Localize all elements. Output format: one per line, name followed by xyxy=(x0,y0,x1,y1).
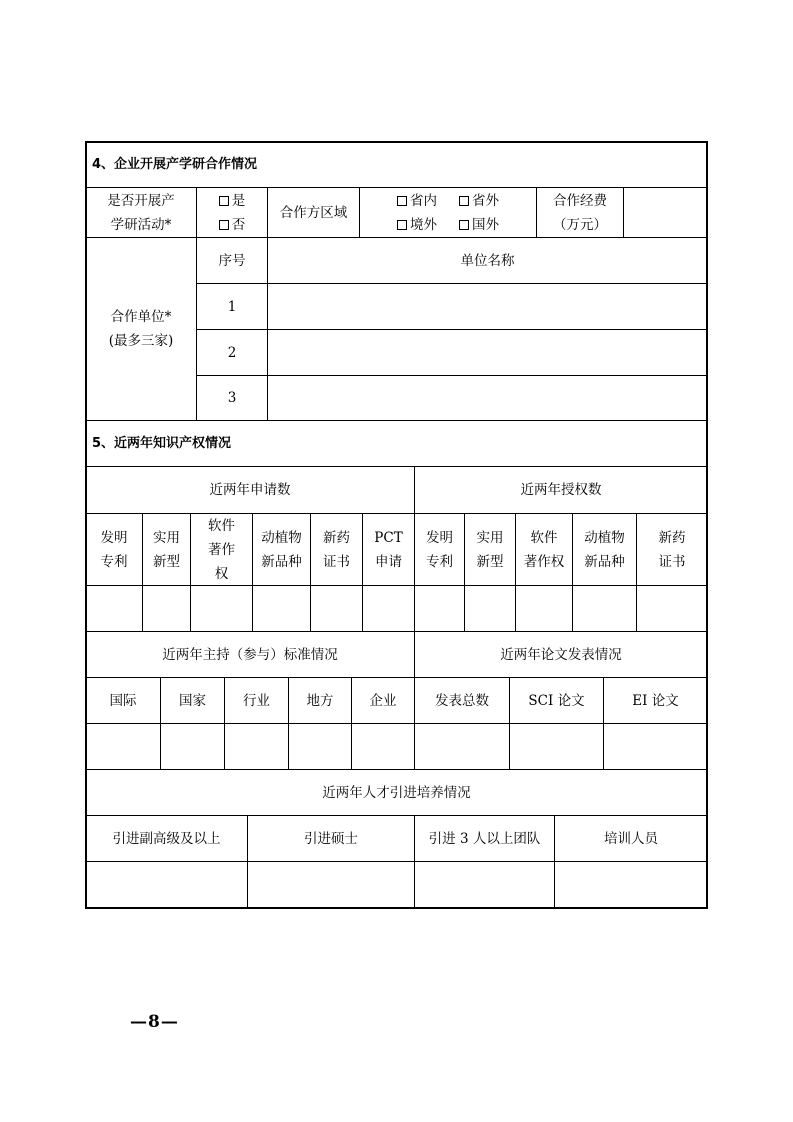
region-label-text: 省外 xyxy=(472,192,499,209)
activity-options xyxy=(197,188,267,237)
checkbox-icon xyxy=(397,196,407,206)
partner-label-line1: 合作单位* xyxy=(110,309,172,325)
apply-col-invention xyxy=(86,514,142,585)
col-label: 新型 xyxy=(476,553,504,570)
grant-col-plant xyxy=(573,514,636,585)
col-label: 实用 xyxy=(476,529,504,546)
section-4-title: 4、企业开展产学研合作情况 xyxy=(92,156,258,172)
apply-col-drug xyxy=(311,514,362,585)
col-label: 软件 xyxy=(530,529,558,546)
no-label: 否 xyxy=(231,216,246,233)
checkbox-icon xyxy=(459,220,469,230)
activity-label xyxy=(86,188,196,237)
region-label-text: 国外 xyxy=(472,216,499,233)
ip-input-cell[interactable] xyxy=(363,586,414,631)
apply-col-plant xyxy=(253,514,310,585)
std-col-industry: 行业 xyxy=(243,692,270,709)
region-checkbox-out-province[interactable] xyxy=(459,189,499,213)
serial-1: 1 xyxy=(227,298,237,315)
checkbox-icon xyxy=(219,196,229,206)
page-number: —8— xyxy=(130,1012,179,1032)
paper-col-ei: EI 论文 xyxy=(632,692,679,709)
col-label: 发明 xyxy=(426,529,453,546)
yes-label: 是 xyxy=(231,192,246,209)
col-label: 实用 xyxy=(153,529,180,546)
col-label: 新药 xyxy=(658,529,686,546)
col-label: 动植物 xyxy=(584,529,625,546)
serial-header: 序号 xyxy=(218,252,246,269)
std-input-cell[interactable] xyxy=(289,724,351,769)
paper-input-cell[interactable] xyxy=(604,724,707,769)
ip-input-cell[interactable] xyxy=(516,586,572,631)
grant-col-drug xyxy=(637,514,707,585)
col-label: PCT xyxy=(374,529,403,546)
ip-input-cell[interactable] xyxy=(573,586,636,631)
serial-2: 2 xyxy=(227,344,237,361)
col-label: 新品种 xyxy=(261,553,302,570)
col-label: 专利 xyxy=(100,553,128,570)
ip-input-cell[interactable] xyxy=(637,586,707,631)
std-input-cell[interactable] xyxy=(352,724,414,769)
region-label-text: 境外 xyxy=(410,216,437,233)
std-col-local: 地方 xyxy=(306,692,334,709)
std-col-enterprise: 企业 xyxy=(369,692,397,709)
col-label: 申请 xyxy=(374,553,402,570)
apply-col-utility xyxy=(143,514,190,585)
col-label: 发明 xyxy=(100,529,128,546)
partner-name-input-2[interactable] xyxy=(268,330,707,375)
region-checkbox-in-province[interactable] xyxy=(397,189,437,213)
no-checkbox[interactable] xyxy=(219,213,246,237)
ip-input-cell[interactable] xyxy=(143,586,190,631)
grant-header: 近两年授权数 xyxy=(520,482,602,498)
col-label: 软件 xyxy=(208,517,235,534)
checkbox-icon xyxy=(397,220,407,230)
col-label: 新型 xyxy=(153,553,180,570)
checkbox-icon xyxy=(459,196,469,206)
activity-label-line2: 学研活动* xyxy=(110,216,172,233)
ip-input-cell[interactable] xyxy=(415,586,464,631)
name-header: 单位名称 xyxy=(460,252,515,269)
partner-name-input-3[interactable] xyxy=(268,376,707,420)
talent-header: 近两年人才引进培养情况 xyxy=(322,784,471,801)
funding-label xyxy=(537,188,623,237)
talent-input-cell[interactable] xyxy=(248,862,414,908)
section-5-title: 5、近两年知识产权情况 xyxy=(92,435,232,451)
ip-input-cell[interactable] xyxy=(86,586,142,631)
std-col-international: 国际 xyxy=(109,692,137,709)
ip-input-cell[interactable] xyxy=(253,586,310,631)
col-label: 著作 xyxy=(208,541,235,558)
talent-col-master: 引进硕士 xyxy=(304,830,358,847)
paper-input-cell[interactable] xyxy=(415,724,509,769)
region-checkbox-overseas[interactable] xyxy=(397,213,437,237)
std-input-cell[interactable] xyxy=(225,724,288,769)
apply-col-software xyxy=(191,514,252,585)
col-label: 证书 xyxy=(323,553,350,570)
col-label: 专利 xyxy=(426,553,453,570)
talent-input-cell[interactable] xyxy=(555,862,707,908)
col-label: 动植物 xyxy=(261,529,302,546)
col-label: 著作权 xyxy=(523,553,565,570)
ip-input-cell[interactable] xyxy=(465,586,515,631)
funding-input[interactable] xyxy=(624,188,707,237)
grant-col-invention xyxy=(415,514,464,585)
standards-header: 近两年主持（参与）标准情况 xyxy=(162,646,338,663)
region-label-text: 省内 xyxy=(410,192,437,209)
apply-col-pct xyxy=(363,514,414,585)
talent-input-cell[interactable] xyxy=(415,862,554,908)
partner-label-line2: (最多三家) xyxy=(108,333,174,349)
col-label: 权 xyxy=(214,565,229,582)
papers-header: 近两年论文发表情况 xyxy=(500,646,622,663)
col-label: 证书 xyxy=(658,553,686,570)
std-col-national: 国家 xyxy=(179,692,206,709)
funding-label-line1: 合作经费 xyxy=(553,192,607,209)
funding-label-line2: （万元） xyxy=(553,216,607,233)
grant-col-software xyxy=(516,514,572,585)
region-label: 合作方区域 xyxy=(279,204,348,221)
grant-col-utility xyxy=(465,514,515,585)
talent-col-training: 培训人员 xyxy=(604,830,658,847)
col-label: 新药 xyxy=(323,529,350,546)
ip-input-cell[interactable] xyxy=(191,586,252,631)
paper-input-cell[interactable] xyxy=(510,724,603,769)
paper-col-sci: SCI 论文 xyxy=(528,692,585,709)
ip-input-cell[interactable] xyxy=(311,586,362,631)
std-input-cell[interactable] xyxy=(86,724,160,769)
talent-col-senior: 引进副高级及以上 xyxy=(112,830,221,847)
activity-label-line1: 是否开展产 xyxy=(107,192,175,209)
region-options xyxy=(360,188,536,237)
paper-col-total: 发表总数 xyxy=(435,692,489,709)
std-input-cell[interactable] xyxy=(161,724,224,769)
talent-col-team: 引进 3 人以上团队 xyxy=(428,830,541,847)
serial-3: 3 xyxy=(227,390,237,406)
apply-header: 近两年申请数 xyxy=(209,482,291,498)
region-checkbox-foreign[interactable] xyxy=(459,213,499,237)
talent-input-cell[interactable] xyxy=(86,862,247,908)
yes-checkbox[interactable] xyxy=(219,189,246,213)
partner-label xyxy=(86,238,196,420)
checkbox-icon xyxy=(219,220,229,230)
col-label: 新品种 xyxy=(584,553,625,570)
partner-name-input-1[interactable] xyxy=(268,284,707,329)
